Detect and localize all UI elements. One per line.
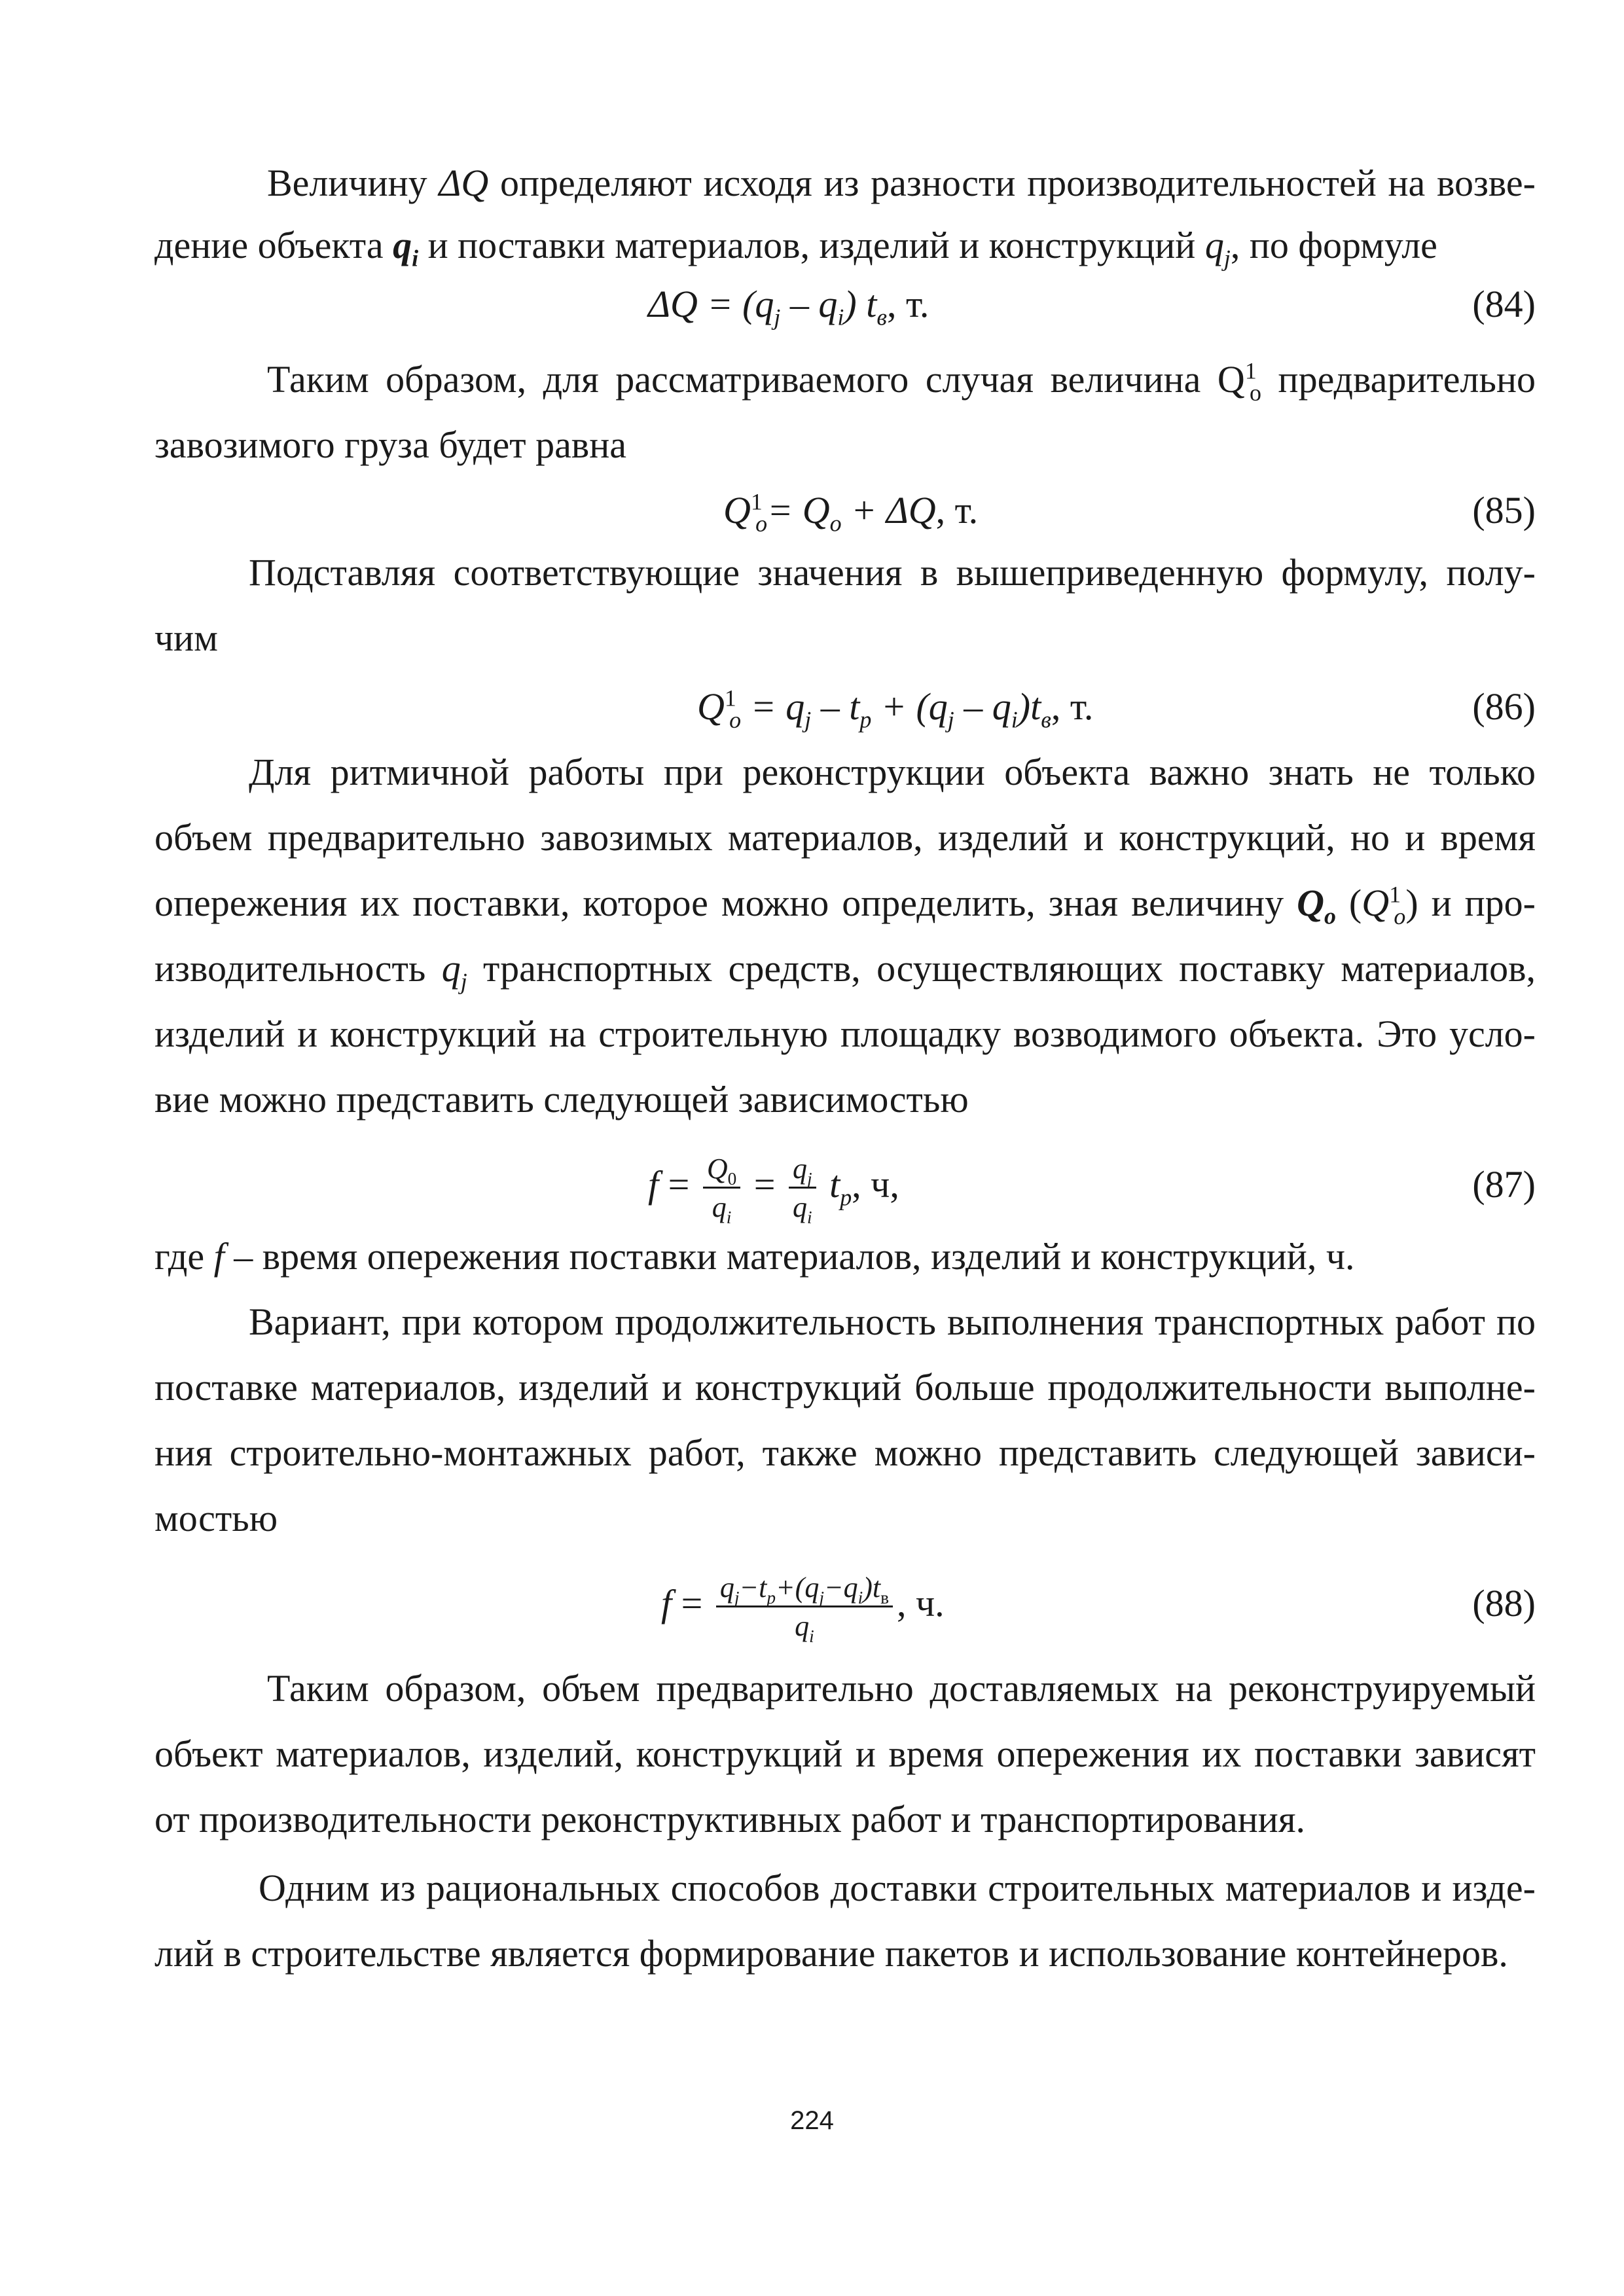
paragraph-1-line-2: дение объекта $q_i$ и поставки материалов, изделий и конструкций $q_j$, по формуле	[154, 224, 1437, 272]
paragraph-7-line-2: лий в строительстве является формирование пакетов и использование контейнеров.	[154, 1932, 1508, 1975]
paragraph-3-line-1: Подставляя соответствующие значения в вышеприведенную формулу, полу-	[249, 551, 1536, 594]
paragraph-5-line-1: Вариант, при котором продолжительность выполнения транспортных работ по	[249, 1300, 1536, 1343]
equation-number-86: (86)	[1472, 685, 1536, 728]
paragraph-4-line-3: опережения их поставки, которое можно определить, зная величину $Q_o$ $(Q^1_o)$ и про-	[154, 881, 1536, 929]
paragraph-3-line-2: чим	[154, 617, 218, 659]
paragraph-4-line-5: изделий и конструкций на строительную площадку возводимого объекта. Это усло-	[154, 1013, 1536, 1055]
paragraph-1-line-1: Величину ΔQ определяют исходя из разности производительностей на возве-	[267, 162, 1536, 204]
paragraph-5-line-3: ния строительно-монтажных работ, также можно представить следующей зависи-	[154, 1431, 1536, 1474]
where-line: где f – время опережения поставки материалов, изделий и конструкций, ч.	[154, 1235, 1355, 1278]
paragraph-5-line-2: поставке материалов, изделий и конструкций больше продолжительности выполне-	[154, 1366, 1536, 1408]
fraction-qj-over-qi: $\frac{q_j}{q_i}$	[789, 1153, 816, 1225]
equation-number-88: (88)	[1472, 1582, 1536, 1624]
equation-number-85: (85)	[1472, 489, 1536, 531]
fraction-q0-over-qi: $\frac{Q_0}{q_i}$	[703, 1153, 740, 1225]
paragraph-4-line-2: объем предварительно завозимых материалов, изделий и конструкций, но и время	[154, 816, 1536, 859]
formula-88: f = $\frac{q_j-t_p+(q_j-q_i)t_в}{q_i}$ , ч.	[661, 1571, 945, 1646]
paragraph-7-line-1: Одним из рациональных способов доставки строительных материалов и изде-	[259, 1867, 1536, 1909]
paragraph-2-line-2: завозимого груза будет равна	[154, 423, 626, 466]
paragraph-2-line-1: Таким образом, для рассматриваемого случая величина $Q^1_o$ предварительно	[267, 357, 1536, 406]
paragraph-5-line-4: мостью	[154, 1497, 278, 1539]
formula-85: $Q^1_o= Q_o + \Delta Q$, т.	[723, 488, 979, 537]
equation-number-84: (84)	[1472, 283, 1536, 325]
formula-86: $Q^1_o = q_j - t_p + (q_j - q_i)t_в$, т.	[697, 685, 1094, 733]
paragraph-6-line-2: объект материалов, изделий, конструкций и время опережения их поставки зависят	[154, 1732, 1536, 1775]
paragraph-4-line-6: вие можно представить следующей зависимостью	[154, 1078, 969, 1121]
formula-87: f = $\frac{Q_0}{q_i}$ = $\frac{q_j}{q_i}$ $t_p$, ч,	[648, 1152, 899, 1227]
formula-84: $\Delta Q = (q_j - q_i)$ $t_в$, т.	[648, 283, 929, 331]
paragraph-6-line-3: от производительности реконструктивных работ и транспортирования.	[154, 1798, 1306, 1840]
fraction-formula-88: $\frac{q_j-t_p+(q_j-q_i)t_в}{q_i}$	[716, 1571, 893, 1643]
equation-number-87: (87)	[1472, 1163, 1536, 1206]
paragraph-6-line-1: Таким образом, объем предварительно доставляемых на реконструируемый	[267, 1667, 1536, 1710]
page-number: 224	[790, 2106, 834, 2135]
paragraph-4-line-4: изводительность $q_j$ транспортных средств, осуществляющих поставку материалов,	[154, 947, 1536, 995]
paragraph-4-line-1: Для ритмичной работы при реконструкции объекта важно знать не только	[249, 751, 1536, 793]
